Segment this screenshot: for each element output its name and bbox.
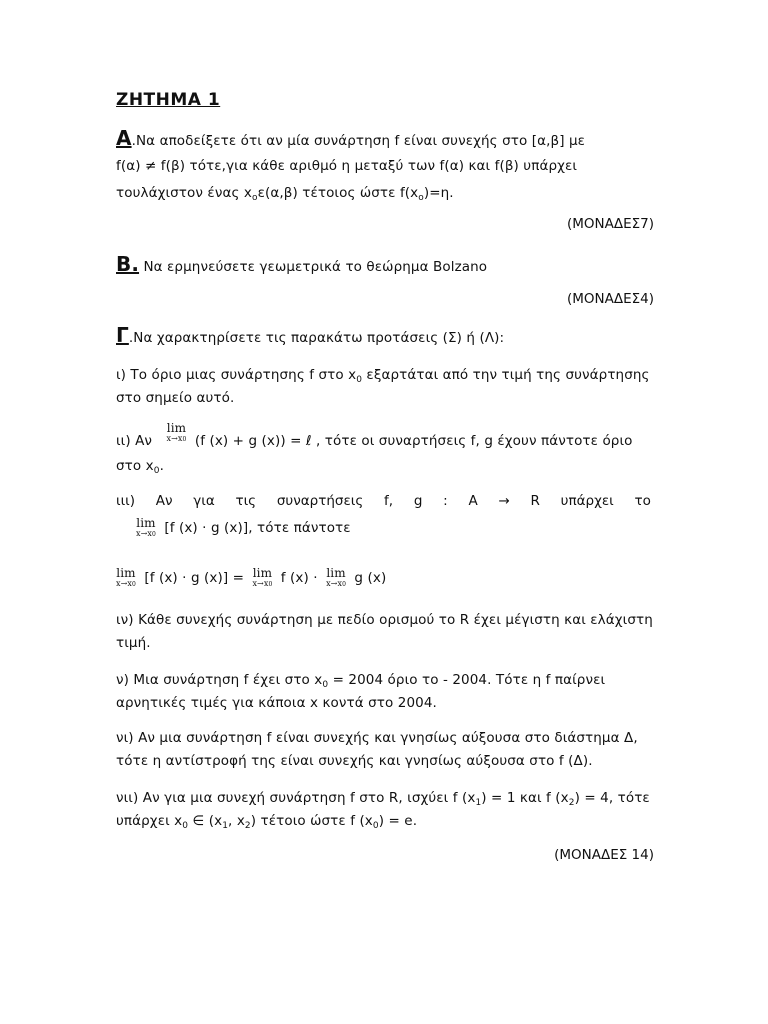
section-a-line-1 <box>116 126 586 150</box>
statement-vii-text-g: ) τέτοιο ώστε f (x <box>250 813 373 829</box>
subscript: 0 <box>152 531 156 538</box>
lim-subscript <box>326 580 346 589</box>
word: f, <box>384 493 394 509</box>
lim-word: lim <box>166 421 187 435</box>
statement-iv-line-1: ιν) Κάθε συνεχής συνάρτηση με πεδίο ορισμού το R έχει μέγιστη και ελάχιστη <box>116 612 653 628</box>
lim-subscript-text: x→x <box>166 434 183 443</box>
subscript: 0 <box>342 581 347 588</box>
statement-iii-lhs: [f (x) · g (x)] = <box>144 570 245 586</box>
word: R <box>530 493 540 509</box>
statement-ii-line-1 <box>116 421 633 449</box>
section-a-marks: (ΜΟΝΑΔΕΣ7) <box>566 216 654 232</box>
statement-ii-prefix: ιι) Αν <box>116 433 153 449</box>
statement-iii-line-3 <box>116 568 386 591</box>
section-c-intro: .Να χαρακτηρίσετε τις παρακάτω προτάσεις (Σ) ή (Λ): <box>128 330 505 346</box>
subscript: 1 <box>222 821 229 831</box>
word: Αν <box>155 493 173 509</box>
limit-operator <box>326 567 346 589</box>
word: το <box>634 493 651 509</box>
word: A <box>468 493 478 509</box>
section-a-text-3a: τουλάχιστον ένας x <box>116 185 252 201</box>
section-a-letter: Α <box>116 126 132 150</box>
lim-subscript-text: x→x <box>116 579 133 588</box>
word: ιιι) <box>116 493 135 509</box>
statement-vii-text-h: ) = e. <box>378 813 418 829</box>
lim-subscript <box>116 580 136 589</box>
statement-vi-line-2: τότε η αντίστροφή της είναι συνεχής και γνησίως αύξουσα στο f (Δ). <box>116 753 593 769</box>
statement-ii-text-a: στο x <box>116 458 154 474</box>
limit-operator <box>116 567 136 589</box>
subscript: 0 <box>132 581 136 588</box>
subscript: 2 <box>568 798 575 808</box>
section-a-text-2: f(α) ≠ f(β) τότε,για κάθε αριθμό η μεταξύ των f(α) και f(β) υπάρχει <box>116 158 578 174</box>
lim-subscript-text: x→x <box>252 579 269 588</box>
page-title: ΖΗΤΗΜΑ 1 <box>116 90 221 110</box>
statement-vii-text-a: νιι) Αν για μια συνεχή συνάρτηση f στο R, ισχύει f (x <box>116 790 476 806</box>
lim-word: lim <box>136 516 156 530</box>
section-c-line <box>116 323 505 347</box>
statement-vii-text-e: ∈ (x <box>188 813 223 829</box>
subscript: ο <box>251 193 258 203</box>
statement-v-line-2: αρνητικές τιμές για κάποια x κοντά στο 2004. <box>116 695 437 711</box>
limit-operator <box>136 517 156 539</box>
subscript: 0 <box>268 581 273 588</box>
statement-vii-text-b: ) = 1 και f (x <box>481 790 569 806</box>
limit-operator <box>252 567 272 589</box>
section-a-text-3c: )=η. <box>423 185 454 201</box>
word: για <box>193 493 215 509</box>
subscript: 0 <box>372 821 379 831</box>
statement-ii-text-b: . <box>159 458 164 474</box>
word: τις <box>235 493 257 509</box>
lim-subscript-text: x→x <box>326 579 343 588</box>
statement-iii-rhs-f: f (x) · <box>280 570 318 586</box>
statement-iii-expression: [f (x) · g (x)], τότε πάντοτε <box>164 520 351 536</box>
statement-v-line-1 <box>116 672 605 693</box>
statement-i-text-b: εξαρτάται από την τιμή της συνάρτησης <box>362 367 650 383</box>
subscript: 0 <box>153 466 160 476</box>
section-a-text-3b: ε(α,β) τέτοιος ώστε f(x <box>257 185 419 201</box>
section-c-letter: Γ <box>116 323 129 347</box>
section-b-line <box>116 252 488 276</box>
lim-word: lim <box>326 566 346 580</box>
statement-vii-text-c: ) = 4, τότε <box>574 790 650 806</box>
section-a-line-3 <box>116 185 454 206</box>
section-a-text-1: .Να αποδείξετε ότι αν μία συνάρτηση f είναι συνεχής στο [α,β] με <box>131 133 586 149</box>
arrow: → <box>498 493 510 509</box>
statement-vii-line-2 <box>116 813 417 834</box>
lim-word: lim <box>116 566 136 580</box>
statement-i-line-1 <box>116 367 650 388</box>
subscript: 0 <box>356 375 363 385</box>
word: g <box>413 493 423 509</box>
limit-operator <box>166 422 186 444</box>
subscript: ο <box>418 193 424 203</box>
section-b-letter: Β. <box>116 252 140 276</box>
lim-word: lim <box>252 566 273 580</box>
statement-i-line-2: στο σημείο αυτό. <box>116 390 235 406</box>
statement-iii-rhs-g: g (x) <box>354 570 387 586</box>
word: συναρτήσεις <box>276 493 364 509</box>
statement-v-text-a: ν) Μια συνάρτηση f έχει στο x <box>116 672 323 688</box>
section-c-marks: (ΜΟΝΑΔΕΣ 14) <box>554 847 654 863</box>
word: : <box>443 493 448 509</box>
statement-v-text-b: = 2004 όριο το - 2004. Τότε η f παίρνει <box>328 672 606 688</box>
statement-iii-line-2 <box>136 518 351 541</box>
statement-iv-line-2: τιμή. <box>116 635 151 651</box>
subscript: 1 <box>475 798 482 808</box>
section-b-text: Να ερμηνεύσετε γεωμετρικά το θεώρημα Bolzano <box>139 259 488 275</box>
lim-subscript-text: x→x <box>136 529 153 538</box>
subscript: 0 <box>182 821 189 831</box>
statement-vii-text-d: υπάρχει x <box>116 813 183 829</box>
statement-vi-line-1: νι) Αν μια συνάρτηση f είναι συνεχής και γνησίως αύξουσα στο διάστημα Δ, <box>116 730 638 746</box>
statement-ii-expression: (f (x) + g (x)) = ℓ , τότε οι συναρτήσεις f, g έχουν πάντοτε όριο <box>194 433 633 449</box>
statement-i-text-a: ι) Το όριο μιας συνάρτησης f στο x <box>116 367 357 383</box>
word: υπάρχει <box>560 493 614 509</box>
statement-ii-line-2 <box>116 458 164 479</box>
subscript: 0 <box>182 436 187 443</box>
subscript: 0 <box>322 680 329 690</box>
subscript: 2 <box>244 821 251 831</box>
section-b-marks: (ΜΟΝΑΔΕΣ4) <box>566 291 654 307</box>
lim-subscript <box>252 580 272 589</box>
lim-subscript <box>166 435 186 444</box>
lim-subscript <box>136 530 156 539</box>
statement-vii-line-1 <box>116 790 650 811</box>
statement-vii-text-f: , x <box>228 813 245 829</box>
statement-iii-line-1 <box>116 493 651 509</box>
